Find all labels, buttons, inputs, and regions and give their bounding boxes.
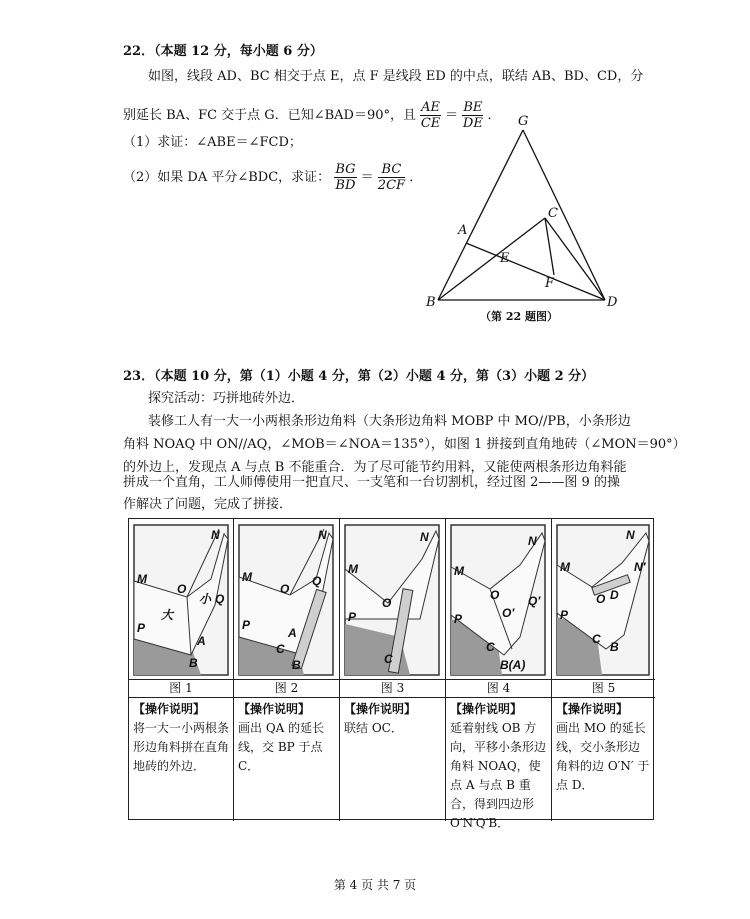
f3-label-o: O xyxy=(382,596,392,610)
f4-label-p: P xyxy=(454,612,463,626)
point-d-label: D xyxy=(607,295,618,310)
figure-5-caption: 图 5 xyxy=(552,679,655,697)
f4-label-m: M xyxy=(454,564,464,578)
f3-label-p: P xyxy=(348,610,357,624)
figure-2-operation xyxy=(234,697,340,821)
f4-label-o: O xyxy=(490,588,500,602)
figure-1-operation-title: 【操作说明】 xyxy=(133,702,206,716)
f2-label-o: O xyxy=(280,582,290,596)
figure-5-operation-title: 【操作说明】 xyxy=(556,702,629,716)
f4-label-c: C xyxy=(486,640,495,654)
point-c-label: C xyxy=(548,206,558,221)
figure-5-operation xyxy=(552,697,655,821)
figure-3-operation-text: 联结 OC． xyxy=(344,721,403,735)
figure-1-photo xyxy=(129,519,234,679)
f3-label-m: M xyxy=(348,562,358,576)
q22-figure-caption: （第 22 题图） xyxy=(480,310,558,323)
f2-label-q: Q xyxy=(312,574,322,588)
q23-para-line2: 角料 NOAQ 中 ON//AQ，∠MOB＝∠NOA＝135°），如图 1 拼接到直角地砖（∠MON＝90°） xyxy=(123,437,686,452)
f5-label-c: C xyxy=(592,632,601,646)
figure-2-caption: 图 2 xyxy=(234,679,340,697)
f3-label-n: N xyxy=(420,530,429,544)
q22-triangle-figure xyxy=(420,110,630,325)
figure-1-caption: 图 1 xyxy=(129,679,234,697)
f1-label-p: P xyxy=(137,621,146,635)
f3-label-c: C xyxy=(384,652,393,666)
figure-4-photo xyxy=(446,519,552,679)
f5-label-m: M xyxy=(560,560,570,574)
f2-label-m: M xyxy=(242,570,252,584)
f1-label-o: O xyxy=(177,582,187,596)
f5-label-d: D xyxy=(610,588,619,602)
point-e-label: E xyxy=(500,251,510,266)
q22-part2: （2）如果 DA 平分∠BDC，求证： $\frac{BG}{BD}$ ＝ $\frac{BC}{2CF}$ ． xyxy=(123,162,423,193)
point-a-label: A xyxy=(458,223,468,238)
q23-para-line1: 装修工人有一大一小两根条形边角料（大条形边角料 MOBP 中 MO//PB，小条形边 xyxy=(148,414,631,429)
f2-label-b: B xyxy=(292,658,301,672)
figure-2-operation-title: 【操作说明】 xyxy=(238,702,311,716)
figure-4-caption: 图 4 xyxy=(446,679,552,697)
f5-label-b: B xyxy=(610,640,619,654)
f1-label-m: M xyxy=(137,572,147,586)
figure-5-operation-text: 画出 MO 的延长线，交小条形边角料的边 O′N′ 于点 D． xyxy=(556,721,650,792)
f2-label-c: C xyxy=(276,642,285,656)
figure-4-operation-title: 【操作说明】 xyxy=(450,702,523,716)
point-b-label: B xyxy=(426,295,436,310)
line-gd xyxy=(523,130,605,300)
q22-line2: 别延长 BA、FC 交于点 G．已知∠BAD＝90°，且 $\frac{AE}{CE}$ ＝ $\frac{BE}{DE}$ ． xyxy=(123,100,501,131)
fraction-be-de: $\frac{BE}{DE}$ xyxy=(462,100,483,131)
f5-label-n-prime: N′ xyxy=(634,560,646,574)
figure-3-operation xyxy=(340,697,446,821)
q22-header: 22．（本题 12 分，每小题 6 分） xyxy=(123,44,323,59)
figure-4-operation xyxy=(446,697,552,830)
f2-label-p: P xyxy=(242,618,251,632)
fraction-bc-2cf: $\frac{BC}{2CF}$ xyxy=(377,162,406,193)
q23-para-line5: 作解决了问题，完成了拼接． xyxy=(123,497,293,512)
f2-label-n: N xyxy=(318,528,327,542)
fraction-ae-ce: $\frac{AE}{CE}$ xyxy=(420,100,441,131)
f1-label-big: 大 xyxy=(161,608,174,622)
f4-label-n: N xyxy=(528,534,537,548)
figure-5-photo xyxy=(552,519,655,679)
q23-para-line4: 拼成一个直角，工人师傅使用一把直尺、一支笔和一台切割机，经过图 2——图 9 的操 xyxy=(123,475,620,490)
f1-label-b: B xyxy=(189,656,198,670)
line-bc xyxy=(438,218,545,300)
figure-3-operation-title: 【操作说明】 xyxy=(344,702,417,716)
q23-activity: 探究活动：巧拼地砖外边． xyxy=(148,391,305,406)
page-footer: 第 4 页 共 7 页 xyxy=(333,878,417,892)
f4-label-q-prime: Q′ xyxy=(528,594,541,608)
q22-line1: 如图，线段 AD、BC 相交于点 E，点 F 是线段 ED 的中点，联结 AB、BD、CD，分 xyxy=(148,69,644,84)
f1-label-q: Q xyxy=(215,592,225,606)
operation-figure-table xyxy=(128,518,654,830)
f1-label-small: 小 xyxy=(199,592,212,606)
point-g-label: G xyxy=(518,114,529,129)
figure-2-operation-text: 画出 QA 的延长线，交 BP 于点 C． xyxy=(238,721,325,773)
fraction-bg-bd: $\frac{BG}{BD}$ xyxy=(335,162,356,193)
q23-para-line3: 的外边上，发现点 A 与点 B 不能重合．为了尽可能节约用料，又能使两根条形边角料能 xyxy=(123,460,627,475)
f5-label-p: P xyxy=(560,608,569,622)
f5-label-n: N xyxy=(626,528,635,542)
f1-label-n: N xyxy=(211,528,220,542)
line-gb xyxy=(438,130,523,300)
q22-part1: （1）求证：∠ABE＝∠FCD； xyxy=(123,135,302,150)
figure-1-operation-text: 将一大一小两根条形边角料拼在直角地砖的外边． xyxy=(133,721,230,773)
f2-label-a: A xyxy=(288,626,297,640)
point-f-label: F xyxy=(545,276,555,291)
q23-header: 23．（本题 10 分，第（1）小题 4 分，第（2）小题 4 分，第（3）小题 2 分） xyxy=(123,369,595,384)
f4-label-b-a: B(A) xyxy=(500,658,526,672)
figure-3-caption: 图 3 xyxy=(340,679,446,697)
f5-label-o: O xyxy=(596,592,606,606)
figure-1-operation xyxy=(129,697,234,821)
figure-4-operation-text: 延着射线 OB 方向，平移小条形边角料 NOAQ，使点 A 与点 B 重合，得到四边形 O′N′Q′B． xyxy=(450,721,547,830)
f1-label-a: A xyxy=(197,634,206,648)
figure-2-photo xyxy=(234,519,340,679)
figure-3-photo xyxy=(340,519,446,679)
f4-label-o-prime: O′ xyxy=(502,606,515,620)
line-cf xyxy=(545,218,554,275)
